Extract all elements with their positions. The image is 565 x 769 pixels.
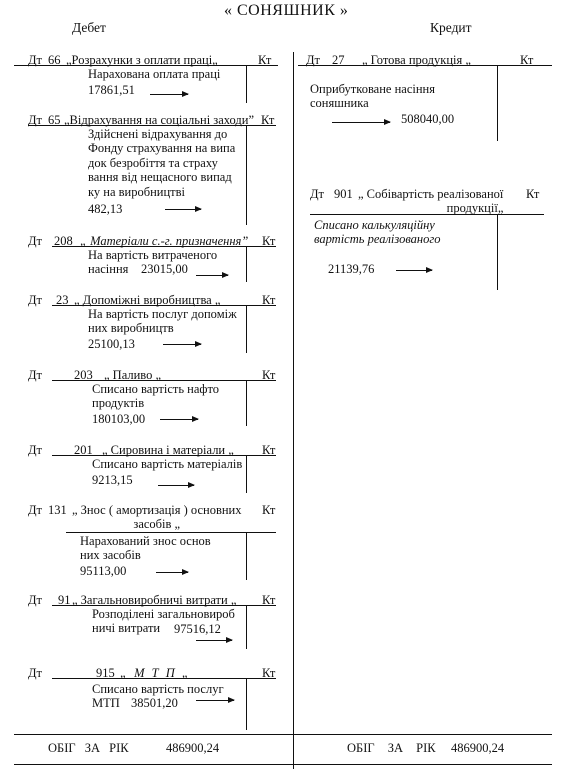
debit-entry-7-num: 91 [58,593,71,607]
credit-entry-1-arrow-icon [396,270,432,271]
debit-entry-4-dt: Дт [28,368,42,382]
debit-entry-6-arrow-icon [156,572,188,573]
debit-entry-0-dt: Дт [28,53,42,67]
debit-entry-7-dt: Дт [28,593,42,607]
credit-entry-1-name: „ Собівартість реалізованої продукції„ [358,187,504,216]
credit-entry-0-arrow-icon [332,122,390,123]
credit-entry-1-amount: 21139,76 [328,262,375,276]
debit-entry-8-amount: 38501,20 [131,696,178,710]
debit-entry-8-num: 915 [96,666,115,680]
debit-entry-6-amount: 95113,00 [80,564,127,578]
credit-header: Кредит [430,20,472,35]
credit-entry-0-desc: Оприбутковане насіння соняшника [310,82,435,111]
debit-entry-2-dt: Дт [28,234,42,248]
debit-entry-5-num: 201 [74,443,93,457]
column-divider [293,52,294,769]
debit-entry-6-num: 131 [48,503,67,517]
debit-entry-4-arrow-icon [160,419,198,420]
page-title: « СОНЯШНИК » [224,2,349,19]
debit-entry-5-dt: Дт [28,443,42,457]
debit-entry-2-num: 208 [54,234,73,248]
debit-entry-1-amount: 482,13 [88,202,123,216]
debit-entry-5-arrow-icon [158,485,194,486]
credit-entry-1-dt: Дт [310,187,324,201]
debit-entry-7-arrow-icon [196,640,232,641]
totals-bottom-rule [14,764,552,765]
debit-entry-0-arrow-icon [150,94,188,95]
debit-entry-0-num: 66 [48,53,61,67]
debit-entry-7-kt: Кт [262,593,276,607]
debit-entry-6-name: „ Знос ( амортизація ) основних засобів „ [72,503,242,532]
debit-entry-3-desc: На вартість послуг допоміж них виробництв [88,307,237,336]
credit-entry-0-name: „ Готова продукція „ [362,53,471,67]
debit-entry-7-amount: 97516,12 [174,622,221,636]
debit-entry-2-name: „ Матеріали с.-г. призначення” [80,234,249,248]
debit-entry-1-kt: Кт [261,113,275,127]
debit-entry-8-arrow-icon [196,700,234,701]
debit-entry-2-kt: Кт [262,234,276,248]
debit-entry-1-dt: Дт [28,113,42,127]
credit-total-amount: 486900,24 [451,741,505,755]
debit-entry-5-amount: 9213,15 [92,473,133,487]
credit-entry-1-num: 901 [334,187,353,201]
debit-entry-6-dt: Дт [28,503,42,517]
debit-entry-4-num: 203 [74,368,93,382]
debit-entry-3-arrow-icon [163,344,201,345]
credit-entry-0-num: 27 [332,53,345,67]
debit-entry-4-kt: Кт [262,368,276,382]
debit-entry-1-arrow-icon [165,209,201,210]
debit-entry-0-kt: Кт [258,53,272,67]
credit-total-label: ОБІГ ЗА РІК [347,741,436,755]
credit-entry-0-kt: Кт [520,53,534,67]
debit-entry-8-kt: Кт [262,666,276,680]
debit-entry-8-desc: Списано вартість послуг МТП [92,682,224,711]
credit-entry-1-kt: Кт [526,187,540,201]
debit-entry-0-desc: Нарахована оплата праці [88,67,221,81]
debit-entry-7-desc: Розподілені загальновироб ничі витрати [92,607,235,636]
debit-entry-8-name: „ М Т П „ [120,666,191,680]
credit-entry-0-amount: 508040,00 [401,112,455,126]
debit-entry-3-name: „ Допоміжні виробництва „ [74,293,221,307]
debit-entry-0-name: „Розрахунки з оплати праці„ [66,53,218,67]
debit-entry-3-num: 23 [56,293,69,307]
debit-entry-0-amount: 17861,51 [88,83,135,97]
debit-entry-3-dt: Дт [28,293,42,307]
debit-header: Дебет [72,20,106,35]
totals-top-rule [14,734,552,735]
debit-entry-1-num: 65 [48,113,61,127]
debit-entry-6-kt: Кт [262,503,276,517]
credit-entry-1-desc: Списано калькуляційну вартість реалізованого [314,218,441,247]
debit-total-label: ОБІГ ЗА РІК [48,741,129,755]
debit-entry-2-amount: 23015,00 [141,262,188,276]
debit-entry-5-name: „ Сировина і матеріали „ [102,443,234,457]
debit-entry-4-amount: 180103,00 [92,412,146,426]
debit-entry-5-kt: Кт [262,443,276,457]
debit-entry-8-dt: Дт [28,666,42,680]
credit-entry-0-dt: Дт [306,53,320,67]
debit-entry-1-name: „Відрахування на соціальні заходи” [64,113,255,127]
debit-entry-2-arrow-icon [196,275,228,276]
debit-entry-4-name: „ Паливо „ [104,368,162,382]
debit-entry-1-desc: Здійснені відрахування до Фонду страхування на випа док безробіття та страху вання від нещасного випад ку на виробництві [88,127,236,199]
debit-entry-2-desc: На вартість витраченого насіння [88,248,218,277]
debit-entry-7-name: „ Загальновиробничі витрати „ [72,593,237,607]
debit-entry-6-desc: Нарахований знос основ них засобів [80,534,211,563]
debit-entry-4-desc: Списано вартість нафто продуктів [92,382,220,411]
debit-entry-3-amount: 25100,13 [88,337,135,351]
debit-total-amount: 486900,24 [166,741,220,755]
debit-entry-5-desc: Списано вартість матеріалів [92,457,243,471]
debit-entry-3-kt: Кт [262,293,276,307]
